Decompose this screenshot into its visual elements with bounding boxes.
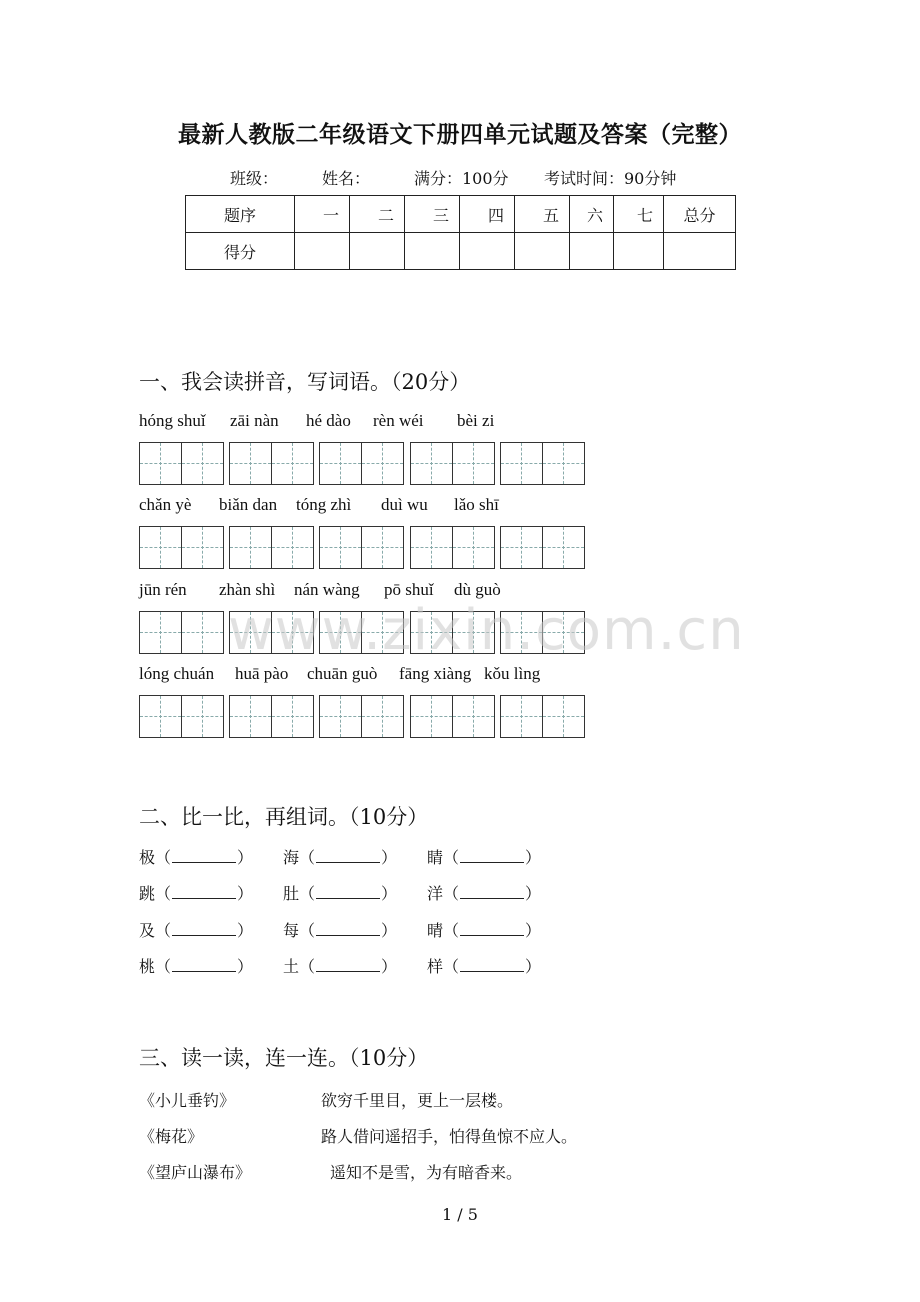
- score-header-cell: 七: [614, 196, 664, 233]
- writing-grid-box[interactable]: [410, 695, 495, 738]
- pinyin-label: zhàn shì: [219, 580, 276, 599]
- grid-guide-horizontal: [543, 716, 584, 717]
- answer-blank[interactable]: [172, 848, 236, 863]
- section2-title: 二、比一比，再组词。（10分）: [139, 805, 429, 829]
- pinyin-label: chǎn yè: [139, 495, 192, 514]
- answer-blank[interactable]: [172, 957, 236, 972]
- pinyin-label: biǎn dan: [219, 495, 278, 514]
- close-paren: ）: [237, 957, 254, 976]
- answer-blank[interactable]: [460, 957, 524, 972]
- pinyin-label: dù guò: [454, 580, 501, 599]
- pinyin-label: jūn rén: [139, 580, 187, 599]
- score-header-cell: 三: [405, 196, 460, 233]
- name-label: 姓名：: [322, 169, 371, 188]
- writing-cell[interactable]: [182, 443, 223, 484]
- exam-time-label: 考试时间：90分钟: [544, 169, 677, 188]
- answer-blank[interactable]: [172, 921, 236, 936]
- open-paren: （: [155, 848, 172, 867]
- grid-guide-horizontal: [501, 547, 542, 548]
- writing-cell[interactable]: [453, 527, 494, 568]
- writing-cell[interactable]: [230, 696, 272, 737]
- character: 海: [283, 848, 300, 867]
- writing-cell[interactable]: [501, 443, 543, 484]
- character: 洋: [427, 884, 444, 903]
- writing-cell[interactable]: [453, 443, 494, 484]
- pinyin-label: bèi zi: [457, 411, 495, 430]
- word-group-item: [427, 881, 541, 904]
- writing-cell[interactable]: [411, 527, 453, 568]
- writing-cell[interactable]: [501, 696, 543, 737]
- word-group-item: [427, 954, 541, 977]
- word-group-item: [139, 881, 253, 904]
- writing-grid-box[interactable]: [319, 442, 404, 485]
- word-group-item: [139, 918, 253, 941]
- grid-guide-horizontal: [411, 463, 452, 464]
- word-group-item: [427, 845, 541, 868]
- score-cell[interactable]: [350, 233, 405, 270]
- grid-guide-horizontal: [543, 463, 584, 464]
- pinyin-label: duì wu: [381, 495, 428, 514]
- grid-guide-horizontal: [140, 716, 181, 717]
- writing-cell[interactable]: [230, 527, 272, 568]
- score-table-header-row: [186, 196, 736, 233]
- section1-title: 一、我会读拼音，写词语。（20分）: [139, 370, 471, 394]
- writing-grid-box[interactable]: [319, 526, 404, 569]
- score-table: [185, 195, 736, 270]
- grid-guide-horizontal: [230, 463, 271, 464]
- writing-cell[interactable]: [543, 527, 584, 568]
- grid-guide-horizontal: [320, 547, 361, 548]
- writing-grid-box[interactable]: [229, 526, 314, 569]
- score-cell[interactable]: [295, 233, 350, 270]
- character: 样: [427, 957, 444, 976]
- grid-guide-horizontal: [140, 463, 181, 464]
- grid-guide-horizontal: [230, 716, 271, 717]
- open-paren: （: [155, 957, 172, 976]
- writing-cell[interactable]: [453, 696, 494, 737]
- close-paren: ）: [525, 957, 542, 976]
- poem-line-item[interactable]: 路人借问遥招手，怕得鱼惊不应人。: [321, 1127, 578, 1146]
- character: 土: [283, 957, 300, 976]
- close-paren: ）: [237, 884, 254, 903]
- writing-grid-box[interactable]: [229, 695, 314, 738]
- pinyin-label: hé dào: [306, 411, 351, 430]
- answer-blank[interactable]: [460, 884, 524, 899]
- grid-guide-horizontal: [453, 463, 494, 464]
- writing-cell[interactable]: [182, 527, 223, 568]
- character: 及: [139, 921, 156, 940]
- word-group-item: [283, 918, 397, 941]
- answer-blank[interactable]: [316, 848, 380, 863]
- writing-grid-box[interactable]: [500, 526, 585, 569]
- character: 桃: [139, 957, 156, 976]
- pinyin-label: rèn wéi: [373, 411, 424, 430]
- open-paren: （: [443, 884, 460, 903]
- grid-guide-horizontal: [140, 547, 181, 548]
- writing-cell[interactable]: [230, 443, 272, 484]
- score-header-cell: 六: [570, 196, 614, 233]
- close-paren: ）: [237, 921, 254, 940]
- grid-guide-horizontal: [362, 716, 403, 717]
- writing-cell[interactable]: [140, 612, 182, 653]
- writing-cell[interactable]: [543, 443, 584, 484]
- open-paren: （: [443, 848, 460, 867]
- grid-guide-horizontal: [453, 547, 494, 548]
- grid-guide-horizontal: [182, 463, 223, 464]
- score-cell[interactable]: [570, 233, 614, 270]
- open-paren: （: [299, 921, 316, 940]
- writing-cell[interactable]: [501, 527, 543, 568]
- word-group-item: [283, 845, 397, 868]
- pinyin-label: huā pào: [235, 664, 289, 683]
- word-group-item: [139, 845, 253, 868]
- open-paren: （: [299, 957, 316, 976]
- character: 极: [139, 848, 156, 867]
- writing-cell[interactable]: [320, 443, 362, 484]
- grid-guide-horizontal: [272, 716, 313, 717]
- open-paren: （: [155, 884, 172, 903]
- writing-cell[interactable]: [320, 696, 362, 737]
- poem-title-item[interactable]: 《望庐山瀑布》: [139, 1163, 252, 1182]
- pinyin-label: chuān guò: [307, 664, 378, 683]
- writing-cell[interactable]: [140, 527, 182, 568]
- character: 晴: [427, 921, 444, 940]
- character: 跳: [139, 884, 156, 903]
- writing-cell[interactable]: [362, 527, 403, 568]
- open-paren: （: [155, 921, 172, 940]
- writing-cell[interactable]: [272, 527, 313, 568]
- score-cell[interactable]: [664, 233, 736, 270]
- poem-line-item[interactable]: 遥知不是雪，为有暗香来。: [330, 1163, 523, 1182]
- answer-blank[interactable]: [316, 884, 380, 899]
- character: 每: [283, 921, 300, 940]
- grid-guide-horizontal: [501, 716, 542, 717]
- grid-guide-horizontal: [320, 463, 361, 464]
- close-paren: ）: [381, 957, 398, 976]
- score-cell[interactable]: [460, 233, 515, 270]
- pinyin-label: nán wàng: [294, 580, 360, 599]
- answer-blank[interactable]: [460, 921, 524, 936]
- grid-guide-horizontal: [362, 547, 403, 548]
- word-group-item: [283, 881, 397, 904]
- pinyin-label: zāi nàn: [230, 411, 279, 430]
- answer-blank[interactable]: [316, 921, 380, 936]
- close-paren: ）: [237, 848, 254, 867]
- open-paren: （: [299, 884, 316, 903]
- poem-title-item[interactable]: 《小儿垂钓》: [139, 1091, 236, 1110]
- writing-grid-box[interactable]: [500, 442, 585, 485]
- close-paren: ）: [525, 921, 542, 940]
- score-row-label: 得分: [186, 233, 295, 270]
- grid-guide-horizontal: [362, 463, 403, 464]
- score-header-cell: 五: [515, 196, 570, 233]
- full-score-label: 满分：100分: [414, 169, 509, 188]
- page-title: 最新人教版二年级语文下册四单元试题及答案（完整）: [178, 121, 742, 148]
- writing-grid-box[interactable]: [500, 695, 585, 738]
- pinyin-label: tóng zhì: [296, 495, 352, 514]
- writing-grid-box[interactable]: [139, 611, 224, 654]
- word-group-item: [139, 954, 253, 977]
- writing-cell[interactable]: [140, 696, 182, 737]
- writing-cell[interactable]: [272, 443, 313, 484]
- score-cell[interactable]: [614, 233, 664, 270]
- character: 肚: [283, 884, 300, 903]
- pinyin-label: pō shuǐ: [384, 580, 434, 599]
- writing-grid-box[interactable]: [139, 442, 224, 485]
- score-cell[interactable]: [515, 233, 570, 270]
- pinyin-label: lǎo shī: [454, 495, 499, 514]
- close-paren: ）: [525, 884, 542, 903]
- writing-cell[interactable]: [182, 696, 223, 737]
- open-paren: （: [299, 848, 316, 867]
- score-header-cell: 题序: [186, 196, 295, 233]
- pinyin-label: lóng chuán: [139, 664, 215, 683]
- grid-guide-horizontal: [272, 463, 313, 464]
- poem-line-item[interactable]: 欲穷千里目，更上一层楼。: [321, 1091, 514, 1110]
- open-paren: （: [443, 957, 460, 976]
- grid-guide-horizontal: [543, 547, 584, 548]
- grid-guide-horizontal: [272, 547, 313, 548]
- grid-guide-horizontal: [182, 632, 223, 633]
- pinyin-label: fāng xiàng: [399, 664, 472, 683]
- grid-guide-horizontal: [411, 547, 452, 548]
- grid-guide-horizontal: [230, 547, 271, 548]
- writing-grid-box[interactable]: [410, 442, 495, 485]
- score-header-cell: 一: [295, 196, 350, 233]
- grid-guide-horizontal: [140, 632, 181, 633]
- word-group-item: [283, 954, 397, 977]
- writing-cell[interactable]: [320, 527, 362, 568]
- writing-grid-box[interactable]: [139, 695, 224, 738]
- grid-guide-horizontal: [182, 547, 223, 548]
- writing-cell[interactable]: [411, 696, 453, 737]
- score-header-cell: 四: [460, 196, 515, 233]
- answer-blank[interactable]: [172, 884, 236, 899]
- writing-cell[interactable]: [140, 443, 182, 484]
- grid-guide-horizontal: [320, 716, 361, 717]
- writing-grid-box[interactable]: [139, 526, 224, 569]
- writing-cell[interactable]: [182, 612, 223, 653]
- pinyin-label: hóng shuǐ: [139, 411, 206, 430]
- character: 睛: [427, 848, 444, 867]
- word-group-item: [427, 918, 541, 941]
- poem-title-item[interactable]: 《梅花》: [139, 1127, 204, 1146]
- writing-cell[interactable]: [362, 443, 403, 484]
- close-paren: ）: [525, 848, 542, 867]
- watermark: www.zixin.com.cn: [228, 598, 745, 663]
- grid-guide-horizontal: [182, 716, 223, 717]
- answer-blank[interactable]: [460, 848, 524, 863]
- pinyin-label: kǒu lìng: [484, 664, 541, 683]
- grid-guide-horizontal: [411, 716, 452, 717]
- open-paren: （: [443, 921, 460, 940]
- writing-grid-box[interactable]: [229, 442, 314, 485]
- writing-cell[interactable]: [362, 696, 403, 737]
- close-paren: ）: [381, 884, 398, 903]
- writing-cell[interactable]: [272, 696, 313, 737]
- score-header-cell: 二: [350, 196, 405, 233]
- writing-grid-box[interactable]: [319, 695, 404, 738]
- answer-blank[interactable]: [316, 957, 380, 972]
- class-label: 班级：: [230, 169, 279, 188]
- score-cell[interactable]: [405, 233, 460, 270]
- grid-guide-horizontal: [501, 463, 542, 464]
- score-table-score-row: [186, 233, 736, 270]
- section3-title: 三、读一读，连一连。（10分）: [139, 1046, 429, 1070]
- score-header-cell: 总分: [664, 196, 736, 233]
- page-number: 1 / 5: [442, 1205, 478, 1224]
- close-paren: ）: [381, 921, 398, 940]
- writing-cell[interactable]: [543, 696, 584, 737]
- writing-grid-box[interactable]: [410, 526, 495, 569]
- grid-guide-horizontal: [453, 716, 494, 717]
- writing-cell[interactable]: [411, 443, 453, 484]
- close-paren: ）: [381, 848, 398, 867]
